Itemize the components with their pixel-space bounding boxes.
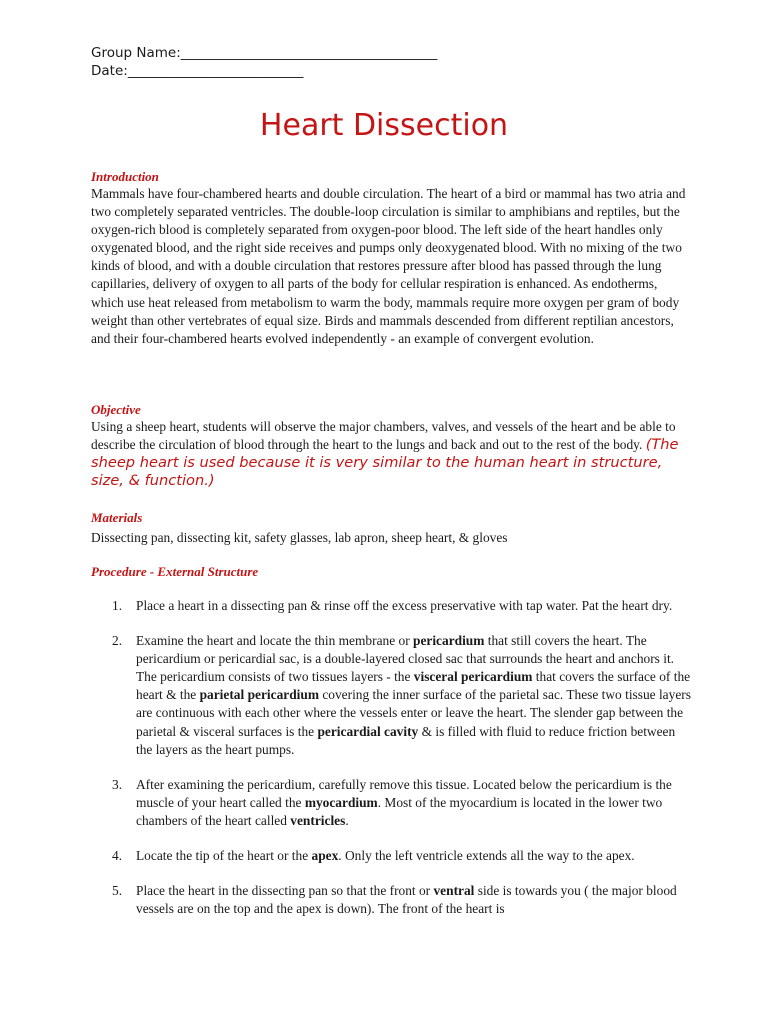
procedure-heading: Procedure - External Structure (91, 564, 259, 579)
procedure-section (91, 563, 691, 580)
introduction-text: Mammals have four-chambered hearts and double circulation. The heart of a bird or mammal has two atria and two completely separated ventricles. The double-loop circulation is similar to amphibians and reptiles, but the oxygen-rich blood is completely separated from oxygen-poor blood. The left side of the heart handles only oxygenated blood, and the right side receives and pumps only deoxygenated blood. With no mixing of the two kinds of blood, and with a double circulation that restores pressure after blood has passed through the lung capillaries, delivery of oxygen to all parts of the body for cellular respiration is enhanced. As endotherms, which use heat released from metabolism to warm the body, mammals require more oxygen per gram of body weight than other vertebrates of equal size. Birds and mammals descended from different reptilian ancestors, and their four-chambered hearts evolved independently - an example of convergent evolution. (91, 186, 686, 346)
step-text: . (345, 812, 349, 828)
step-text: covering the inner surface of the parietal sac. These two tissue layers are continuous with each other where the vessels enter or leave the heart. The slender gap between the parietal & visceral surfaces is the (136, 687, 691, 739)
procedure-steps-list (91, 597, 691, 918)
term-apex: apex (311, 848, 339, 864)
step-text: Place the heart in the dissecting pan so that the front or (136, 883, 434, 899)
introduction-heading: Introduction (91, 169, 159, 184)
step-text: & is filled with fluid to reduce friction between the layers as the heart pumps. (136, 723, 676, 757)
group-name-field[interactable]: Group Name:______________________________________ (91, 45, 438, 61)
step-text: that still covers the heart. The pericardium or pericardial sac, is a double-layered closed sac that surrounds the heart and anchors it. The pericardium consists of two tissues layers - the (136, 633, 675, 685)
step-number: 1. (112, 598, 123, 613)
procedure-step (91, 776, 691, 830)
step-number: 4. (112, 848, 123, 864)
procedure-step (91, 882, 691, 918)
objective-highlight: (The sheep heart is used because it is very similar to the human heart in structure, size, & function.) (91, 436, 679, 490)
term-pericardium: pericardium (413, 633, 485, 649)
term-ventricles: ventricles (290, 812, 346, 828)
materials-section (91, 509, 691, 547)
step-number: 5. (112, 883, 123, 899)
term-parietal-pericardium: parietal pericardium (199, 687, 319, 703)
term-visceral-pericardium: visceral pericardium (413, 669, 533, 685)
objective-body: Using a sheep heart, students will observe the major chambers, valves, and vessels of the heart and be able to describe the circulation of blood through the heart to the lungs and back and out to the rest of the body. (91, 419, 676, 453)
date-field[interactable]: Date:__________________________ (91, 63, 304, 79)
term-myocardium: myocardium (304, 794, 378, 810)
step-text: After examining the pericardium, carefully remove this tissue. Located below the pericardium is the muscle of your heart called the (136, 776, 672, 810)
step-number: 3. (112, 776, 123, 792)
step-text: Locate the tip of the heart or the (136, 848, 312, 864)
term-ventral: ventral (433, 883, 475, 899)
step-text: . Most of the myocardium is located in the lower two chambers of the heart called (136, 794, 663, 828)
step-text: Examine the heart and locate the thin membrane or (136, 633, 413, 649)
step-text: . Only the left ventricle extends all the way to the apex. (338, 848, 635, 864)
procedure-step (91, 847, 691, 865)
materials-text: Dissecting pan, dissecting kit, safety glasses, lab apron, sheep heart, & gloves (91, 530, 508, 545)
introduction-section (91, 168, 691, 348)
objective-heading: Objective (91, 402, 141, 417)
objective-text (91, 418, 691, 490)
step-number: 2. (112, 633, 123, 649)
step-text: side is towards you ( the major blood vessels are on the top and the apex is down). The front of the heart is (136, 883, 677, 917)
term-pericardial-cavity: pericardial cavity (317, 723, 419, 739)
procedure-step (91, 597, 691, 615)
materials-heading: Materials (91, 510, 143, 525)
step-text: that covers the surface of the heart & the (136, 669, 691, 703)
objective-section (91, 401, 691, 490)
procedure-step (91, 632, 691, 759)
step-text: Place a heart in a dissecting pan & rinse off the excess preservative with tap water. Pat the heart dry. (136, 598, 673, 613)
page-title: Heart Dissection (259, 108, 509, 143)
